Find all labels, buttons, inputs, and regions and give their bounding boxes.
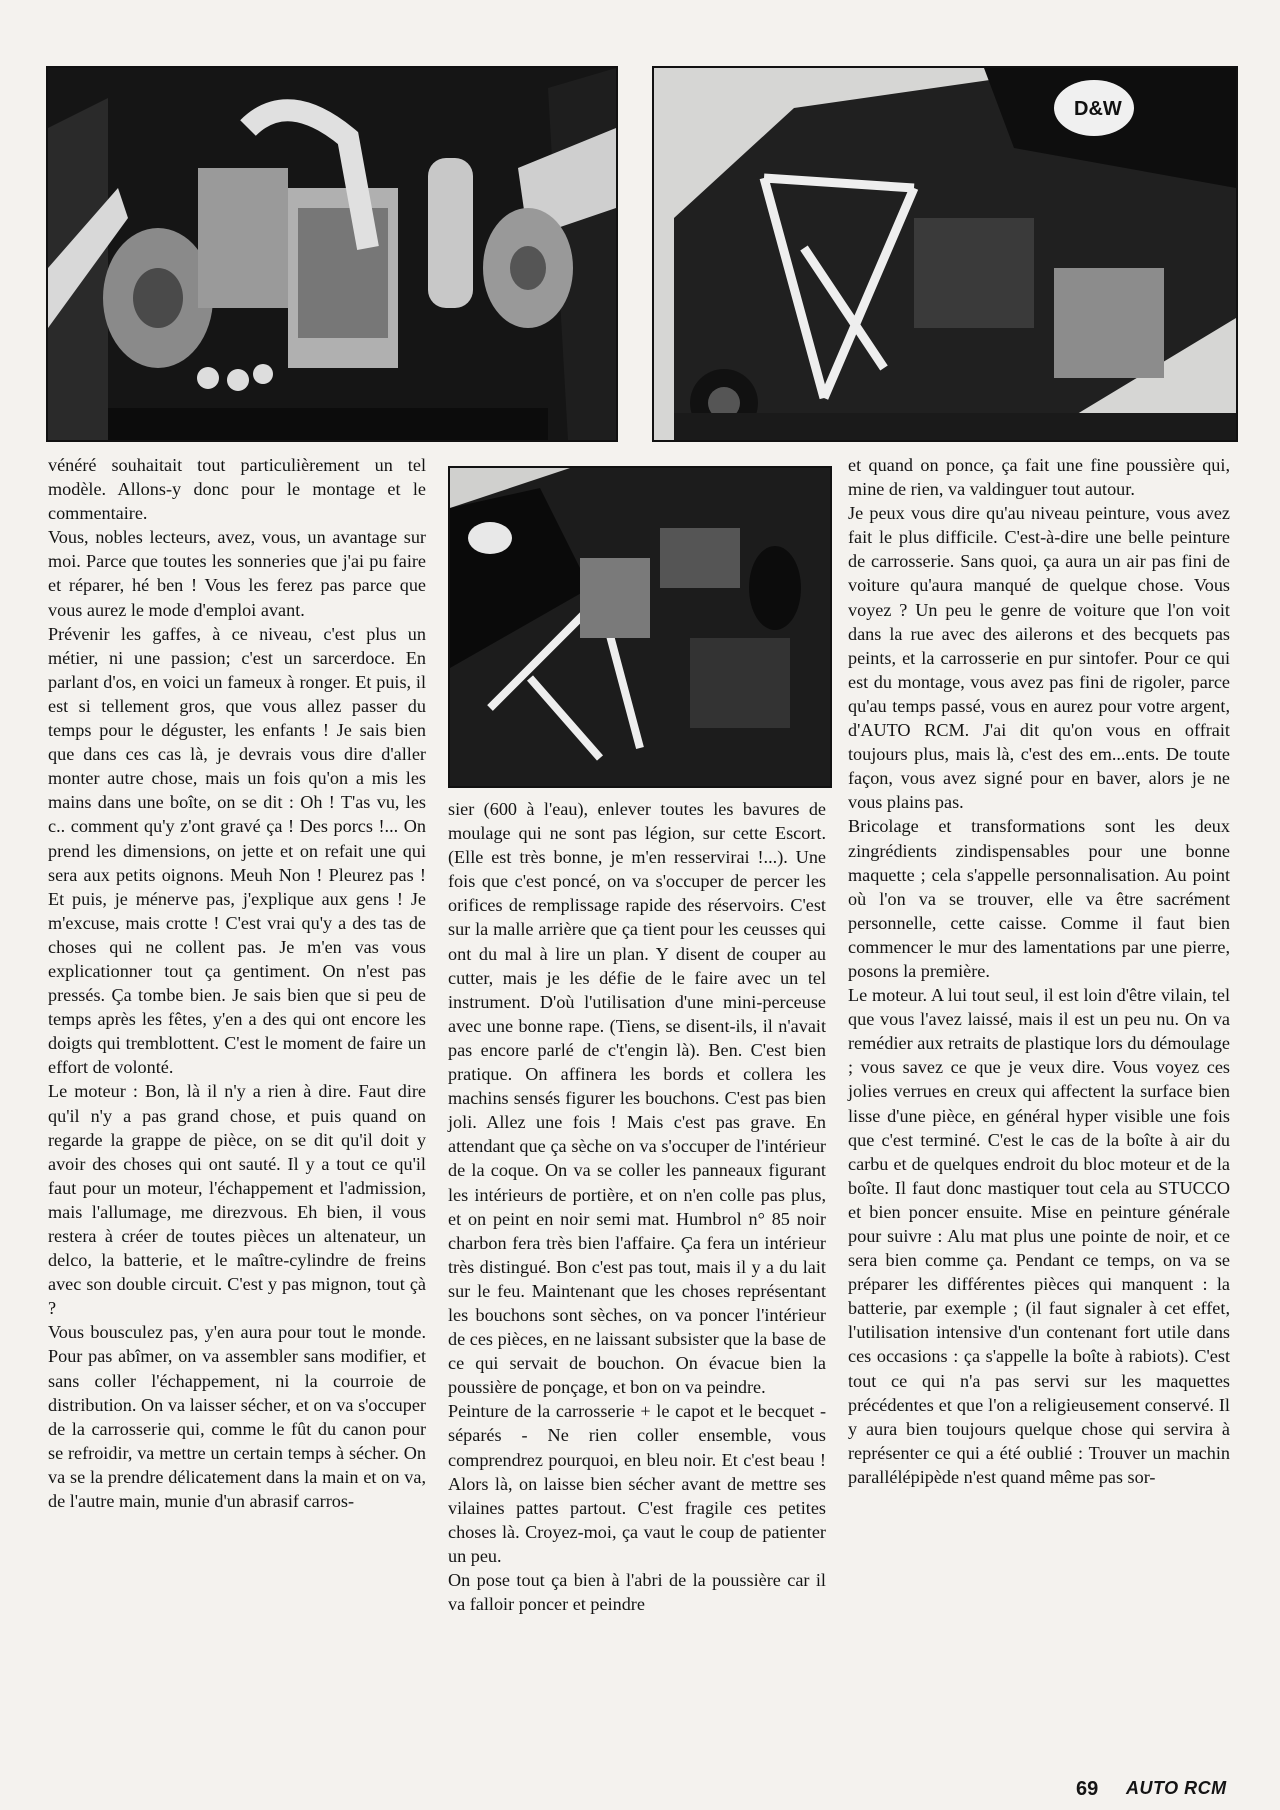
text-column-1: [48, 453, 426, 1513]
page-footer: [1076, 1778, 1236, 1804]
paragraph: Vous, nobles lecteurs, avez, vous, un avantage sur moi. Parce que toutes les sonneries que j'ai pu faire et réparer, hé ben ! Vous les ferez pas parce que vous aurez le mode d'emploi avant.: [48, 527, 426, 620]
paragraph: Je peux vous dire qu'au niveau peinture, vous avez fait le plus difficile. C'est-à-dire une belle peinture de carrosserie. Sans quoi, ça aura un air pas fini de voiture qu'aura manqué de quelque chose. Vous voyez ? Un peu le genre de voiture que l'on voit dans la rue avec des ailerons et des becquets pas peints, et la carrosserie en pur sintofer. Pour ce qui est du montage, vous avez pas fini de rigoler, parce qu'au temps passé, vous en aurez pour votre argent, d'AUTO RCM. J'ai dit qu'on vous en offrait toujours plus, mais là, c'est des em...ents. De toute façon, vous avez signé pour en baver, alors je ne vous plains pas.: [848, 503, 1230, 813]
page-number: 69: [1076, 1778, 1099, 1800]
paragraph: Vous bousculez pas, y'en aura pour tout le monde. Pour pas abîmer, on va assembler sans modifier, et sans coller l'échappement, ni la courroie de distribution. On va laisser sécher, et on va s'occuper de la carrosserie qui, comme le fût du canon pour se refroidir, va mettre un certain temps à sécher. On va se la prendre délicatement dans la main et on va, de l'autre main, munie d'un abrasif carros-: [48, 1322, 426, 1512]
paragraph: Prévenir les gaffes, à ce niveau, c'est plus un métier, ni une passion; c'est un sarcerdoce. En parlant d'os, en voici un fameux à ronger. Et puis, il est si tellement gros, que vous allez passer du temps pour le déguster, les enfants ! Je sais bien que dans ces cas là, je devrais vous dire d'aller monter autre chose, mais un fois qu'on a mis les mains dans une boîte, on se dit : Oh ! T'as vu, les c.. comment qu'y z'ont gravé ça ! Des porcs !... On prend les dimensions, on jette et on refait une qui sera aux petits oignons. Meuh Non ! Pleurez pas ! Et puis, je ménerve pas, j'explique aux gens ! Je m'excuse, mais crotte ! C'est vrai qu'y a des tas de choses qui ne collent pas. Je m'en vas vous explicationner tout ça gentiment. On n'est pas pressés. Ça tombe bien. Je sais bien que si peu de temps après les fêtes, y'en a des qui ont encore les doigts qui tremblottent. C'est le moment de faire un effort de volonté.: [48, 623, 426, 1078]
paragraph: Le moteur. A lui tout seul, il est loin d'être vilain, tel que vous l'avez laissé, mais il est un peu nu. On va remédier aux retraits de plastique lors du démoulage ; vous savez ce que je veux dire. Vous voyez ces jolies verrues en creux qui affectent la surface bien lisse d'une pièce, en général hyper visible une fois que c'est terminé. C'est le cas de la boîte à air du carbu et de quelques endroit du bloc moteur et de la boîte. Il faut donc mastiquer tout cela au STUCCO et bien poncer ensuite. Mise en peinture générale pour suivre : Alu mat plus une pointe de noir, et ce sera bien comme ça. Pendant ce temps, on va se préparer les différentes pièces qui manquent : la batterie, par exemple ; (il faut signaler à cet effet, l'utilisation intensive d'un contenant fort utile dans ces occasions : ça s'appelle la boîte à rabiots). C'est tout ce qui n'a pas servi sur les maquettes précédentes et que l'on a religieusement conservé. Il y aura bien toujours quelque chose qui servira à représenter ce qui a été oublié : Trouver un machin parallélépipède n'est quand même pas sor-: [848, 985, 1230, 1487]
paragraph: On pose tout ça bien à l'abri de la poussière car il va falloir poncer et peindre: [448, 1570, 826, 1615]
interior-photo: [448, 466, 832, 788]
magazine-brand: AUTO RCM: [1126, 1778, 1227, 1798]
paragraph: et quand on ponce, ça fait une fine poussière qui, mine de rien, va valdinguer tout autour.: [848, 455, 1230, 500]
paragraph: Peinture de la carrosserie + le capot et le becquet - séparés - Ne rien coller ensemble, vous comprendrez pourquoi, en bleu noir. Et c'est beau ! Alors là, on laisse bien sécher avant de mettre ses vilaines pattes partout. C'est fragile ces petites choses là. Croyez-moi, ça vaut le coup de patienter un peu.: [448, 1401, 826, 1566]
text-column-2: [448, 797, 826, 1616]
paragraph: vénéré souhaitait tout particulièrement un tel modèle. Allons-y donc pour le montage et le commentaire.: [48, 455, 426, 524]
chassis-photo: [652, 66, 1238, 442]
paragraph: Bricolage et transformations sont les deux zingrédients zindispensables pour une bonne maquette ; cela s'appelle personnalisation. Au point où l'on va se trouver, elle va être sacrément personnelle, cette caisse. Comme il faut bien commencer le mur des lamentations par une pierre, posons la première.: [848, 816, 1230, 981]
text-column-3: [848, 453, 1230, 1489]
engine-bay-photo: [46, 66, 618, 442]
svg-text:D&W: D&W: [1074, 98, 1122, 120]
paragraph: sier (600 à l'eau), enlever toutes les bavures de moulage qui ne sont pas légion, sur cette Escort. (Elle est très bonne, je m'en resservirai !...). Une fois que c'est poncé, on va s'occuper de percer les orifices de remplissage rapide des réservoirs. C'est sur la malle arrière que ça tient pour les ceusses qui ont du mal à lire un plan. Y disent de couper au cutter, mais je les défie de le faire avec un tel instrument. D'où l'utilisation d'une mini-perceuse avec une bonne rape. (Tiens, se disent-ils, il n'avait pas encore parlé de c't'engin là). Ben. C'est bien pratique. On affinera les bords et collera les machins sensés figurer les bouchons. C'est pas bien joli. Allez une fois ! Mais c'est pas grave. En attendant que ça sèche on va s'occuper de l'intérieur de la coque. On va se coller les panneaux figurant les intérieurs de portière, et on n'en colle pas plus, et on peint en noir semi mat. Humbrol n° 85 noir charbon fera très bien l'affaire. Ça fera un intérieur très distingué. Bon c'est pas tout, mais il y a du lait sur le feu. Maintenant que les choses représentant les bouchons sont sèches, on va poncer l'intérieur de ces pièces, en ne laissant subsister que la base de ce qui servait de bouchon. On évacue bien la poussière de ponçage, et bon on va peindre.: [448, 799, 826, 1398]
paragraph: Le moteur : Bon, là il n'y a rien à dire. Faut dire qu'il n'y a pas grand chose, et puis quand on regarde la grappe de pièce, on se dit qu'il doit y avoir des choses qui ont sauté. Il y a tout ce qu'il faut pour un moteur, l'échappement et l'admission, mais l'allumage, me direzvous. Eh bien, il vous restera à créer de toutes pièces un altenateur, un delco, la batterie, et le maître-cylindre de freins avec son double circuit. C'est y pas mignon, tout çà ?: [48, 1081, 426, 1319]
